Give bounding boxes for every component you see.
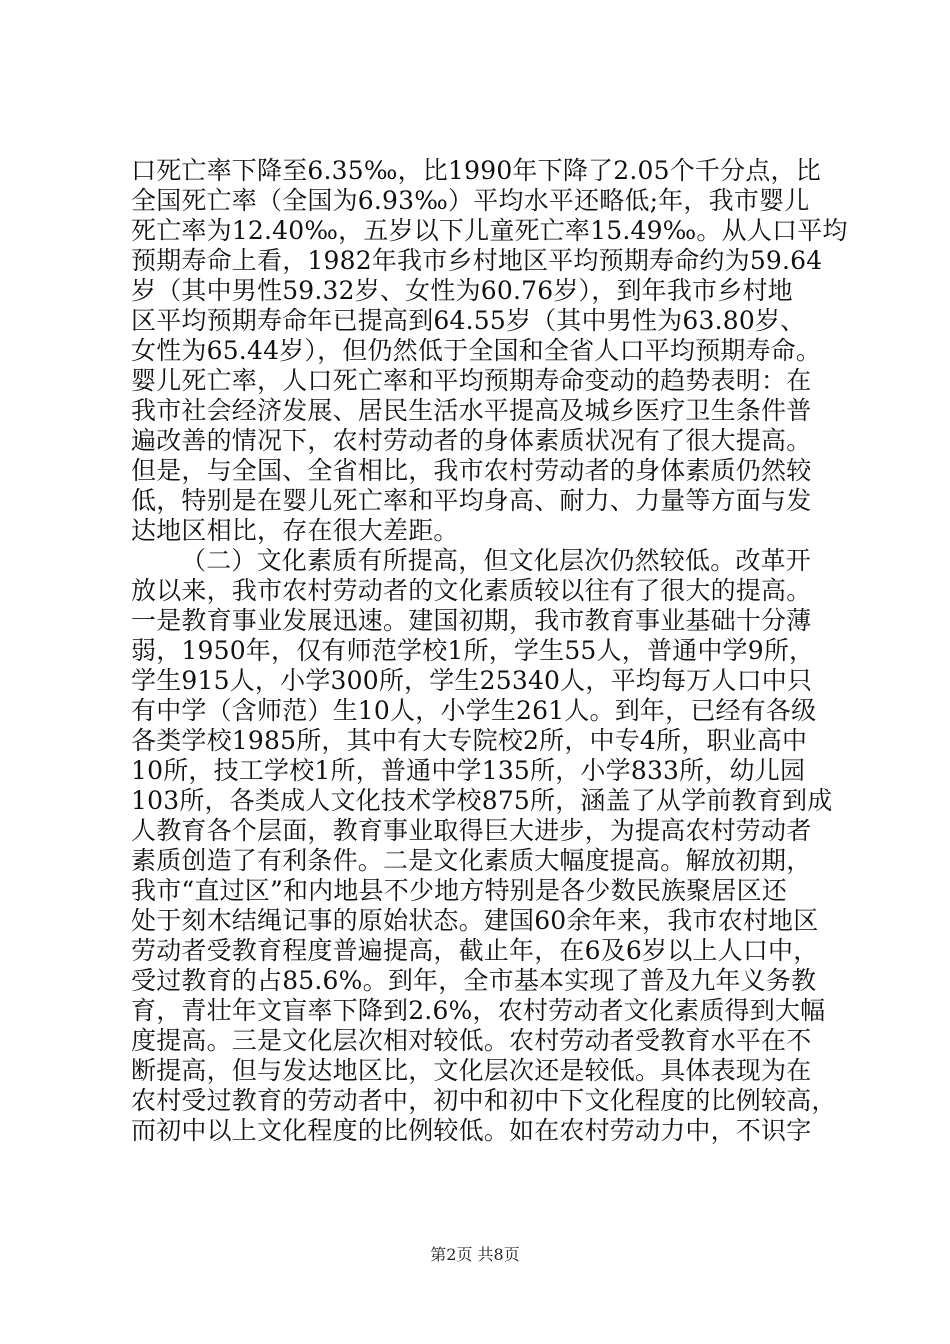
- text-line: 而初中以上文化程度的比例较低。如在农村劳动力中，不识字: [131, 1116, 812, 1145]
- text-line: 我市社会经济发展、居民生活水平提高及城乡医疗卫生条件普: [131, 396, 812, 425]
- body-text: [131, 156, 848, 1146]
- section-heading-line: （二）文化素质有所提高，但文化层次仍然较低。改革开: [181, 546, 812, 575]
- text-line: 劳动者受教育程度普遍提高，截止年，在6及6岁以上人口中，: [131, 936, 819, 965]
- text-line: 农村受过教育的劳动者中，初中和初中下文化程度的比例较高，: [131, 1086, 837, 1115]
- text-line: 婴儿死亡率，人口死亡率和平均预期寿命变动的趋势表明：在: [131, 366, 812, 395]
- text-line: 有中学（含师范）生10人，小学生261人。到年，已经有各级: [131, 696, 817, 725]
- text-line: 10所，技工学校1所，普通中学135所，小学833所，幼儿园: [131, 756, 806, 785]
- text-line: 103所，各类成人文化技术学校875所，涵盖了从学前教育到成: [131, 786, 833, 815]
- text-line: 断提高，但与发达地区比，文化层次还是较低。具体表现为在: [131, 1056, 812, 1085]
- text-line: 低，特别是在婴儿死亡率和平均身高、耐力、力量等方面与发: [131, 486, 812, 515]
- text-line: 学生915人，小学300所，学生25340人，平均每万人口中只: [131, 666, 813, 695]
- text-line: 弱，1950年，仅有师范学校1所，学生55人，普通中学9所，: [131, 636, 815, 665]
- page-footer: 第2页 共8页: [430, 1245, 520, 1264]
- text-line: 人教育各个层面，教育事业取得巨大进步，为提高农村劳动者: [131, 816, 812, 845]
- text-line: 区平均预期寿命年已提高到64.55岁（其中男性为63.80岁、: [131, 306, 806, 335]
- text-line: 处于刻木结绳记事的原始状态。建国60余年来，我市农村地区: [131, 906, 819, 935]
- text-line: 达地区相比，存在很大差距。: [131, 516, 459, 545]
- text-line: 放以来，我市农村劳动者的文化素质较以往有了很大的提高。: [131, 576, 812, 605]
- text-line: 遍改善的情况下，农村劳动者的身体素质状况有了很大提高。: [131, 426, 812, 455]
- text-line: 口死亡率下降至6.35‰，比1990年下降了2.05个千分点，比: [131, 156, 821, 185]
- text-line: 育，青壮年文盲率下降到2.6%，农村劳动者文化素质得到大幅: [131, 996, 826, 1025]
- text-line: 一是教育事业发展迅速。建国初期，我市教育事业基础十分薄: [131, 606, 812, 635]
- text-line: 各类学校1985所，其中有大专院校2所，中专4所，职业高中: [131, 726, 808, 755]
- text-line: 度提高。三是文化层次相对较低。农村劳动者受教育水平在不: [131, 1026, 812, 1055]
- text-line: 女性为65.44岁），但仍然低于全国和全省人口平均预期寿命。: [131, 336, 822, 365]
- text-line: 素质创造了有利条件。二是文化素质大幅度提高。解放初期，: [131, 846, 812, 875]
- text-line: 受过教育的占85.6%。到年，全市基本实现了普及九年义务教: [131, 966, 817, 995]
- text-line: 我市“直过区”和内地县不少地方特别是各少数民族聚居区还: [131, 876, 787, 905]
- text-line: 死亡率为12.40‰，五岁以下儿童死亡率15.49‰。从人口平均: [131, 216, 848, 245]
- text-line: 岁（其中男性59.32岁、女性为60.76岁），到年我市乡村地: [131, 276, 793, 305]
- text-line: 但是，与全国、全省相比，我市农村劳动者的身体素质仍然较: [131, 456, 812, 485]
- text-line: 全国死亡率（全国为6.93‰）平均水平还略低;年，我市婴儿: [131, 186, 810, 215]
- text-line: 预期寿命上看，1982年我市乡村地区平均预期寿命约为59.64: [131, 246, 823, 275]
